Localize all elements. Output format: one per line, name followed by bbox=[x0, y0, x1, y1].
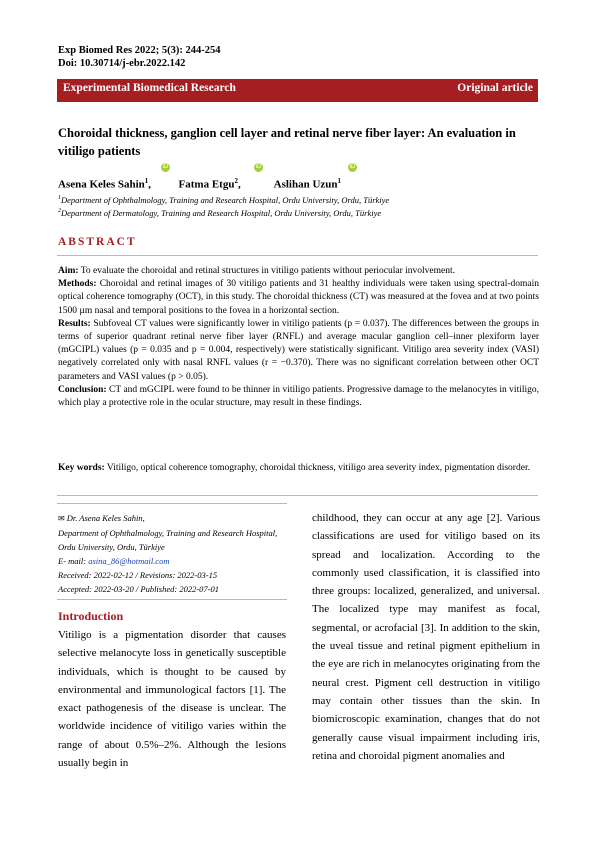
abstract-conclusion bbox=[58, 384, 539, 410]
affiliation-mark: 1 bbox=[58, 195, 61, 202]
author-name: Fatma Etgu bbox=[178, 178, 235, 191]
author-separator: , bbox=[237, 178, 241, 191]
affiliation-text: Department of Ophthalmology, Training and Research Hospital, Ordu University, Ordu, Türkiye bbox=[61, 195, 390, 205]
author-affiliation-mark: 2 bbox=[234, 177, 238, 185]
keywords-text: Vitiligo, optical coherence tomography, choroidal thickness, vitiligo area severity index, pigmentation disorder. bbox=[106, 463, 530, 473]
abstract-body bbox=[58, 265, 539, 410]
introduction-heading: Introduction bbox=[58, 609, 124, 623]
abstract-text: CT and mGCIPL were found to be thinner in vitiligo patients. Progressive damage to the melanocytes in vitiligo, which play a protective role in the ocular structure, may result in these findings. bbox=[58, 384, 539, 409]
affiliation-text: Department of Dermatology, Training and Research Hospital, Ordu University, Ordu, Türkiye bbox=[61, 208, 382, 218]
abstract-label: Aim: bbox=[58, 266, 79, 276]
citation: Exp Biomed Res 2022; 5(3): 244-254 bbox=[58, 45, 221, 56]
abstract-text: To evaluate the choroidal and retinal structures in vitiligo patients without periocular involvement. bbox=[80, 266, 456, 276]
citation-block bbox=[58, 44, 220, 70]
body-text: childhood, they can occur at any age [2]. Various classifications are used for vitiligo based on its spread and localization. According to the commonly used classification, it is classified into three groups: localized, generalized, and universal. The localized type may manifest as focal, segmental, or acrofacial [3]. In addition to the skin, the uveal tissue and retinal pigment epithelium in the eye are rich in melanocytes originating from the neural crest. Pigment cell destruction in vitiligo may contain other tissues than the skin. In biomicroscopic examination, changes that do not generally cause visual impairment including iris, retina and choroidal pigment anomalies and bbox=[312, 512, 540, 762]
orcid-icon[interactable]: iD bbox=[255, 164, 262, 170]
abstract-label: Results: bbox=[58, 318, 91, 329]
abstract-heading: ABSTRACT bbox=[58, 236, 137, 248]
orcid-icon[interactable]: iD bbox=[162, 164, 169, 170]
envelope-icon: ✉ bbox=[58, 514, 65, 523]
affiliation bbox=[58, 195, 389, 205]
orcid-icon[interactable]: iD bbox=[349, 164, 356, 170]
abstract-results bbox=[58, 318, 539, 384]
author-list bbox=[58, 177, 341, 191]
affiliation-mark: 2 bbox=[58, 208, 61, 215]
abstract-aim bbox=[58, 265, 539, 278]
doi: Doi: 10.30714/j-ebr.2022.142 bbox=[58, 58, 186, 69]
author-name: Asena Keles Sahin bbox=[58, 178, 145, 191]
divider bbox=[57, 503, 287, 504]
divider bbox=[57, 495, 538, 496]
author-name: Aslihan Uzun bbox=[273, 178, 338, 191]
journal-name: Experimental Biomedical Research bbox=[63, 82, 236, 94]
email-link[interactable]: asina_86@hotmail.com bbox=[88, 556, 170, 566]
article-title: Choroidal thickness, ganglion cell layer and retinal nerve fiber layer: An evaluation in vitiligo patients bbox=[58, 126, 516, 158]
author-affiliation-mark: 1 bbox=[144, 177, 149, 185]
divider bbox=[57, 255, 538, 256]
author-separator: , bbox=[148, 178, 152, 191]
keywords bbox=[58, 462, 539, 475]
corr-dept: Department of Ophthalmology, Training and Research Hospital, Ordu University, Ordu, Türkiye bbox=[58, 528, 278, 552]
correspondence-block bbox=[58, 511, 290, 596]
divider bbox=[57, 599, 287, 600]
keywords-label: Key words: bbox=[58, 463, 105, 473]
article-type: Original article bbox=[457, 82, 533, 94]
intro-column-left bbox=[58, 626, 286, 772]
email-label: E- mail: bbox=[58, 556, 87, 566]
affiliation bbox=[58, 208, 381, 218]
abstract-text: Choroidal and retinal images of 30 vitiligo patients and 31 healthy individuals were taken using spectral-domain optical coherence tomography (OCT), in this study. The choroidal thickness (CT) was measured at the fovea and at two points 1500 µm nasal and temporal positions to the fovea in a horizontal section. bbox=[58, 279, 539, 316]
accepted-dates: Accepted: 2022-03-20 / Published: 2022-07-01 bbox=[58, 584, 219, 594]
received-dates: Received: 2022-02-12 / Revisions: 2022-03-15 bbox=[58, 570, 218, 580]
corr-name: Dr. Asena Keles Sahin, bbox=[66, 513, 145, 523]
abstract-methods bbox=[58, 278, 539, 318]
abstract-text: Subfoveal CT values were significantly lower in vitiligo patients (p = 0.037). The differences between the groups in terms of superior quadrant retinal nerve fiber layer (RNFL) and average macular ganglion cell–inner plexiform layer (mGCIPL) values (p = 0.035 and p = 0.004, respectively) were statistically significant. Vitiligo area severity index (VASI) negatively correlated only with nasal RNFL values (r = −0.370). There was no significant correlation between other OCT parameters and VASI values (p > 0.05). bbox=[58, 318, 540, 382]
intro-column-right bbox=[312, 509, 540, 765]
abstract-label: Methods: bbox=[58, 279, 97, 290]
journal-banner bbox=[57, 79, 538, 102]
abstract-label: Conclusion: bbox=[58, 384, 107, 395]
author-affiliation-mark: 1 bbox=[337, 177, 342, 185]
body-text: Vitiligo is a pigmentation disorder that causes selective melanocyte loss in genetically susceptible individuals, which is thought to be caused by environmental and immunological factors [1]. The exact pathogenesis of the disease is unclear. The worldwide incidence of vitiligo varies within the range of about 0.5%–2%. Although the lesions usually begin in bbox=[58, 629, 286, 770]
